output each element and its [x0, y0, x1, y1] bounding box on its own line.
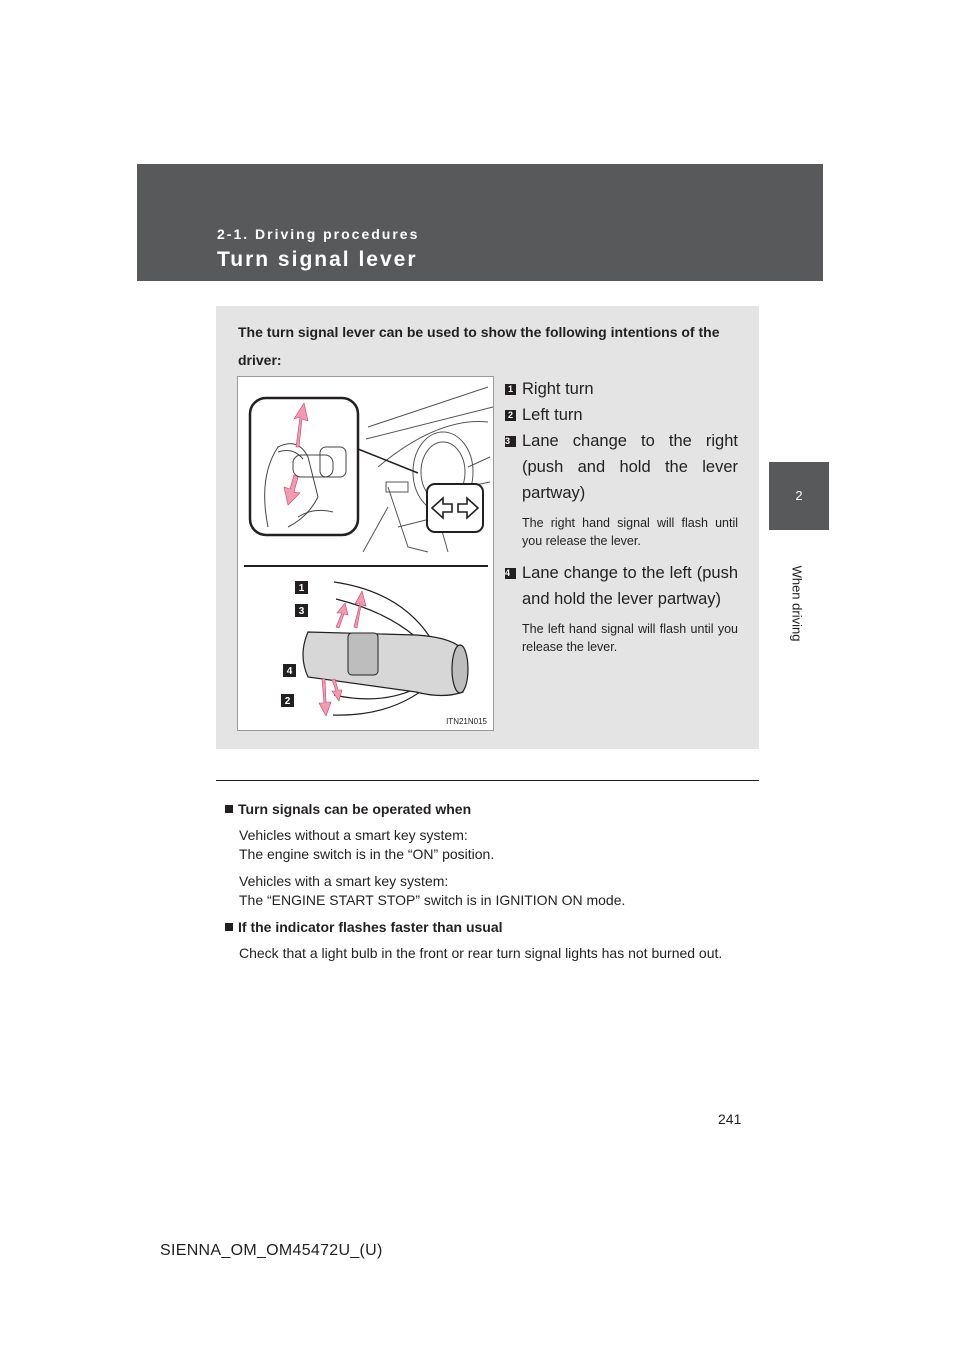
item-label: Lane change to the left (push and hold the lever partway)	[522, 564, 738, 608]
paragraph: Vehicles with a smart key system: The “ENGINE START STOP” switch is in IGNITION ON mode.	[239, 873, 626, 908]
chapter-tab[interactable]: 2	[769, 462, 829, 530]
list-item	[506, 560, 738, 612]
page-title: Turn signal lever	[217, 248, 418, 271]
intentions-list	[506, 376, 738, 666]
subsection-heading: If the indicator flashes faster than usual	[225, 918, 755, 937]
item-number-badge: 1	[505, 384, 516, 395]
svg-text:1: 1	[298, 583, 305, 594]
svg-text:4: 4	[286, 666, 293, 677]
document-footer: SIENNA_OM_OM45472U_(U)	[160, 1242, 383, 1259]
item-note: The left hand signal will flash until you release the lever.	[522, 622, 738, 654]
intro-box	[216, 306, 759, 749]
lever-body	[303, 632, 463, 696]
list-item	[506, 376, 738, 402]
lever-base	[452, 645, 468, 693]
turn-signal-illustration	[237, 376, 494, 731]
item-note: The right hand signal will flash until you release the lever.	[522, 516, 738, 548]
item-number-badge: 4	[505, 568, 516, 579]
lane-right-arrow-icon	[336, 603, 348, 628]
chapter-title: When driving	[789, 565, 805, 642]
notes-section	[225, 800, 755, 971]
item-label: Lane change to the right (push and hold the lever partway)	[522, 432, 738, 502]
item-number-badge: 2	[505, 410, 516, 421]
page-header	[137, 164, 823, 281]
svg-text:3: 3	[298, 606, 305, 617]
right-turn-arrow-icon	[354, 591, 366, 628]
paragraph: Check that a light bulb in the front or rear turn signal lights has not burned out.	[239, 945, 723, 961]
leader-line	[358, 449, 418, 473]
subsection-heading: Turn signals can be operated when	[225, 800, 755, 819]
light-switch-ring	[348, 633, 378, 675]
intro-text: The turn signal lever can be used to show the following intentions of the driver:	[238, 324, 720, 368]
square-bullet-icon	[225, 805, 233, 813]
list-item	[506, 428, 738, 506]
lane-left-arrow-icon	[332, 679, 342, 701]
svg-text:2: 2	[284, 696, 291, 707]
item-label: Left turn	[522, 406, 583, 424]
item-label: Right turn	[522, 380, 594, 398]
list-item	[506, 402, 738, 428]
figure-code: ITN21N015	[446, 717, 487, 726]
square-bullet-icon	[225, 923, 233, 931]
left-turn-arrow-icon	[319, 679, 331, 716]
section-divider	[216, 780, 759, 781]
lever-diagram-svg	[238, 377, 493, 730]
paragraph: Vehicles without a smart key system: The engine switch is in the “ON” position.	[239, 827, 495, 862]
item-number-badge: 3	[505, 436, 516, 447]
section-label: 2-1. Driving procedures	[217, 226, 420, 242]
page-number: 241	[718, 1111, 742, 1127]
